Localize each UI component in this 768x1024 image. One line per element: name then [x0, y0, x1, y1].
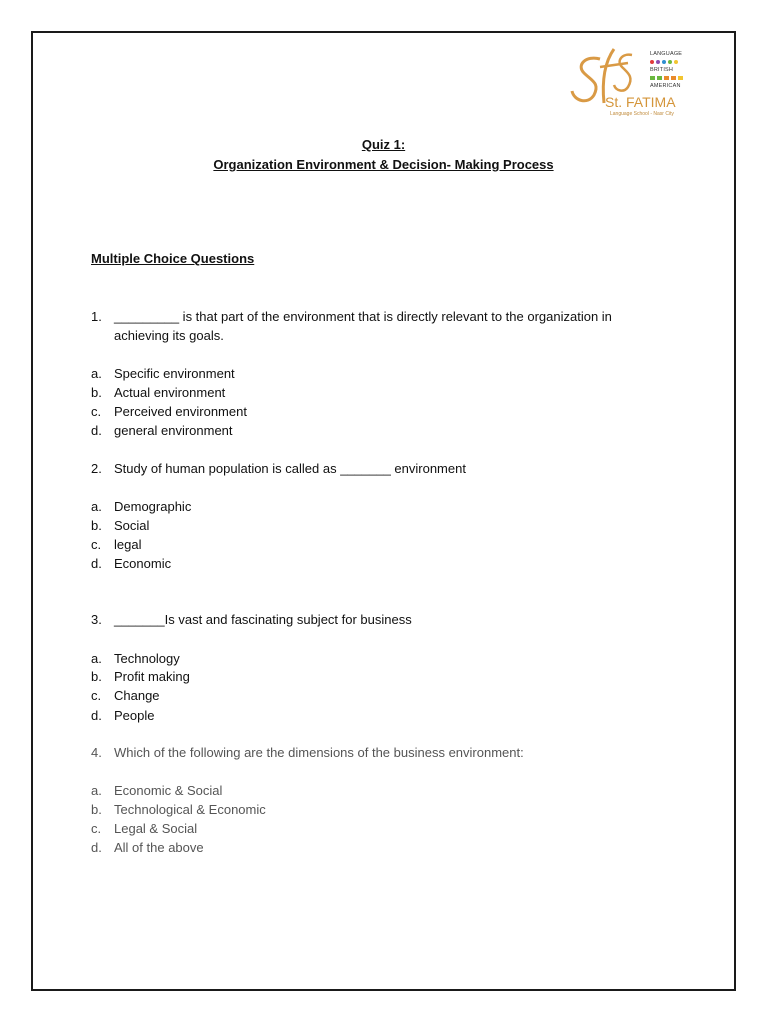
- quiz-subject: Organization Environment & Decision- Making Process: [213, 157, 554, 172]
- option-letter: d.: [91, 556, 102, 571]
- question-number: 3.: [91, 612, 102, 627]
- logo-tag-british: BRITISH: [650, 67, 674, 73]
- logo-tag-language: LANGUAGE: [650, 51, 683, 57]
- section-heading: Multiple Choice Questions: [91, 251, 255, 266]
- option-letter: d.: [91, 708, 102, 723]
- option-text: Perceived environment: [114, 404, 247, 419]
- option-text: general environment: [114, 423, 233, 438]
- option-letter: c.: [91, 404, 102, 419]
- question-number: 2.: [91, 461, 102, 476]
- option-text: Technological & Economic: [114, 802, 266, 817]
- option-text: Economic & Social: [114, 783, 223, 798]
- logo-tag-american: AMERICAN: [650, 83, 681, 89]
- logo-subtitle: Language School - Nasr City: [610, 111, 674, 117]
- option-letter: a.: [91, 366, 102, 381]
- option-text: Technology: [114, 651, 180, 666]
- option-text: legal: [114, 537, 142, 552]
- option-text: Specific environment: [114, 366, 235, 381]
- option-letter: a.: [91, 499, 102, 514]
- option-text: Profit making: [114, 669, 190, 684]
- option-letter: b.: [91, 518, 102, 533]
- option-text: People: [114, 708, 155, 723]
- quiz-title: Quiz 1:: [361, 137, 406, 152]
- option-text: Change: [114, 688, 160, 703]
- option-letter: b.: [91, 669, 102, 684]
- option-text: Legal & Social: [114, 821, 198, 836]
- option-letter: b.: [91, 802, 102, 817]
- option-letter: c.: [91, 821, 102, 836]
- question-text: Study of human population is called as _______ environment: [114, 461, 466, 476]
- question-text: Which of the following are the dimensions of the business environment:: [114, 745, 524, 760]
- option-letter: a.: [91, 783, 102, 798]
- school-logo: [570, 45, 682, 119]
- option-text: Economic: [114, 556, 172, 571]
- logo-dots-row: [650, 60, 678, 64]
- logo-squares-row: [650, 76, 683, 80]
- option-letter: d.: [91, 840, 102, 855]
- option-letter: b.: [91, 385, 102, 400]
- option-letter: a.: [91, 651, 102, 666]
- option-letter: d.: [91, 423, 102, 438]
- question-number: 1.: [91, 309, 102, 324]
- question-text: _______Is vast and fascinating subject for business: [114, 612, 412, 627]
- question-number: 4.: [91, 745, 102, 760]
- option-letter: c.: [91, 537, 102, 552]
- option-text: All of the above: [114, 840, 204, 855]
- option-text: Demographic: [114, 499, 192, 514]
- question-text: _________ is that part of the environment that is directly relevant to the organization in achieving its goals.: [114, 309, 612, 343]
- logo-brand-name: St. FATIMA: [605, 94, 676, 110]
- option-letter: c.: [91, 688, 102, 703]
- option-text: Actual environment: [114, 385, 226, 400]
- document-page: [31, 31, 736, 991]
- option-text: Social: [114, 518, 150, 533]
